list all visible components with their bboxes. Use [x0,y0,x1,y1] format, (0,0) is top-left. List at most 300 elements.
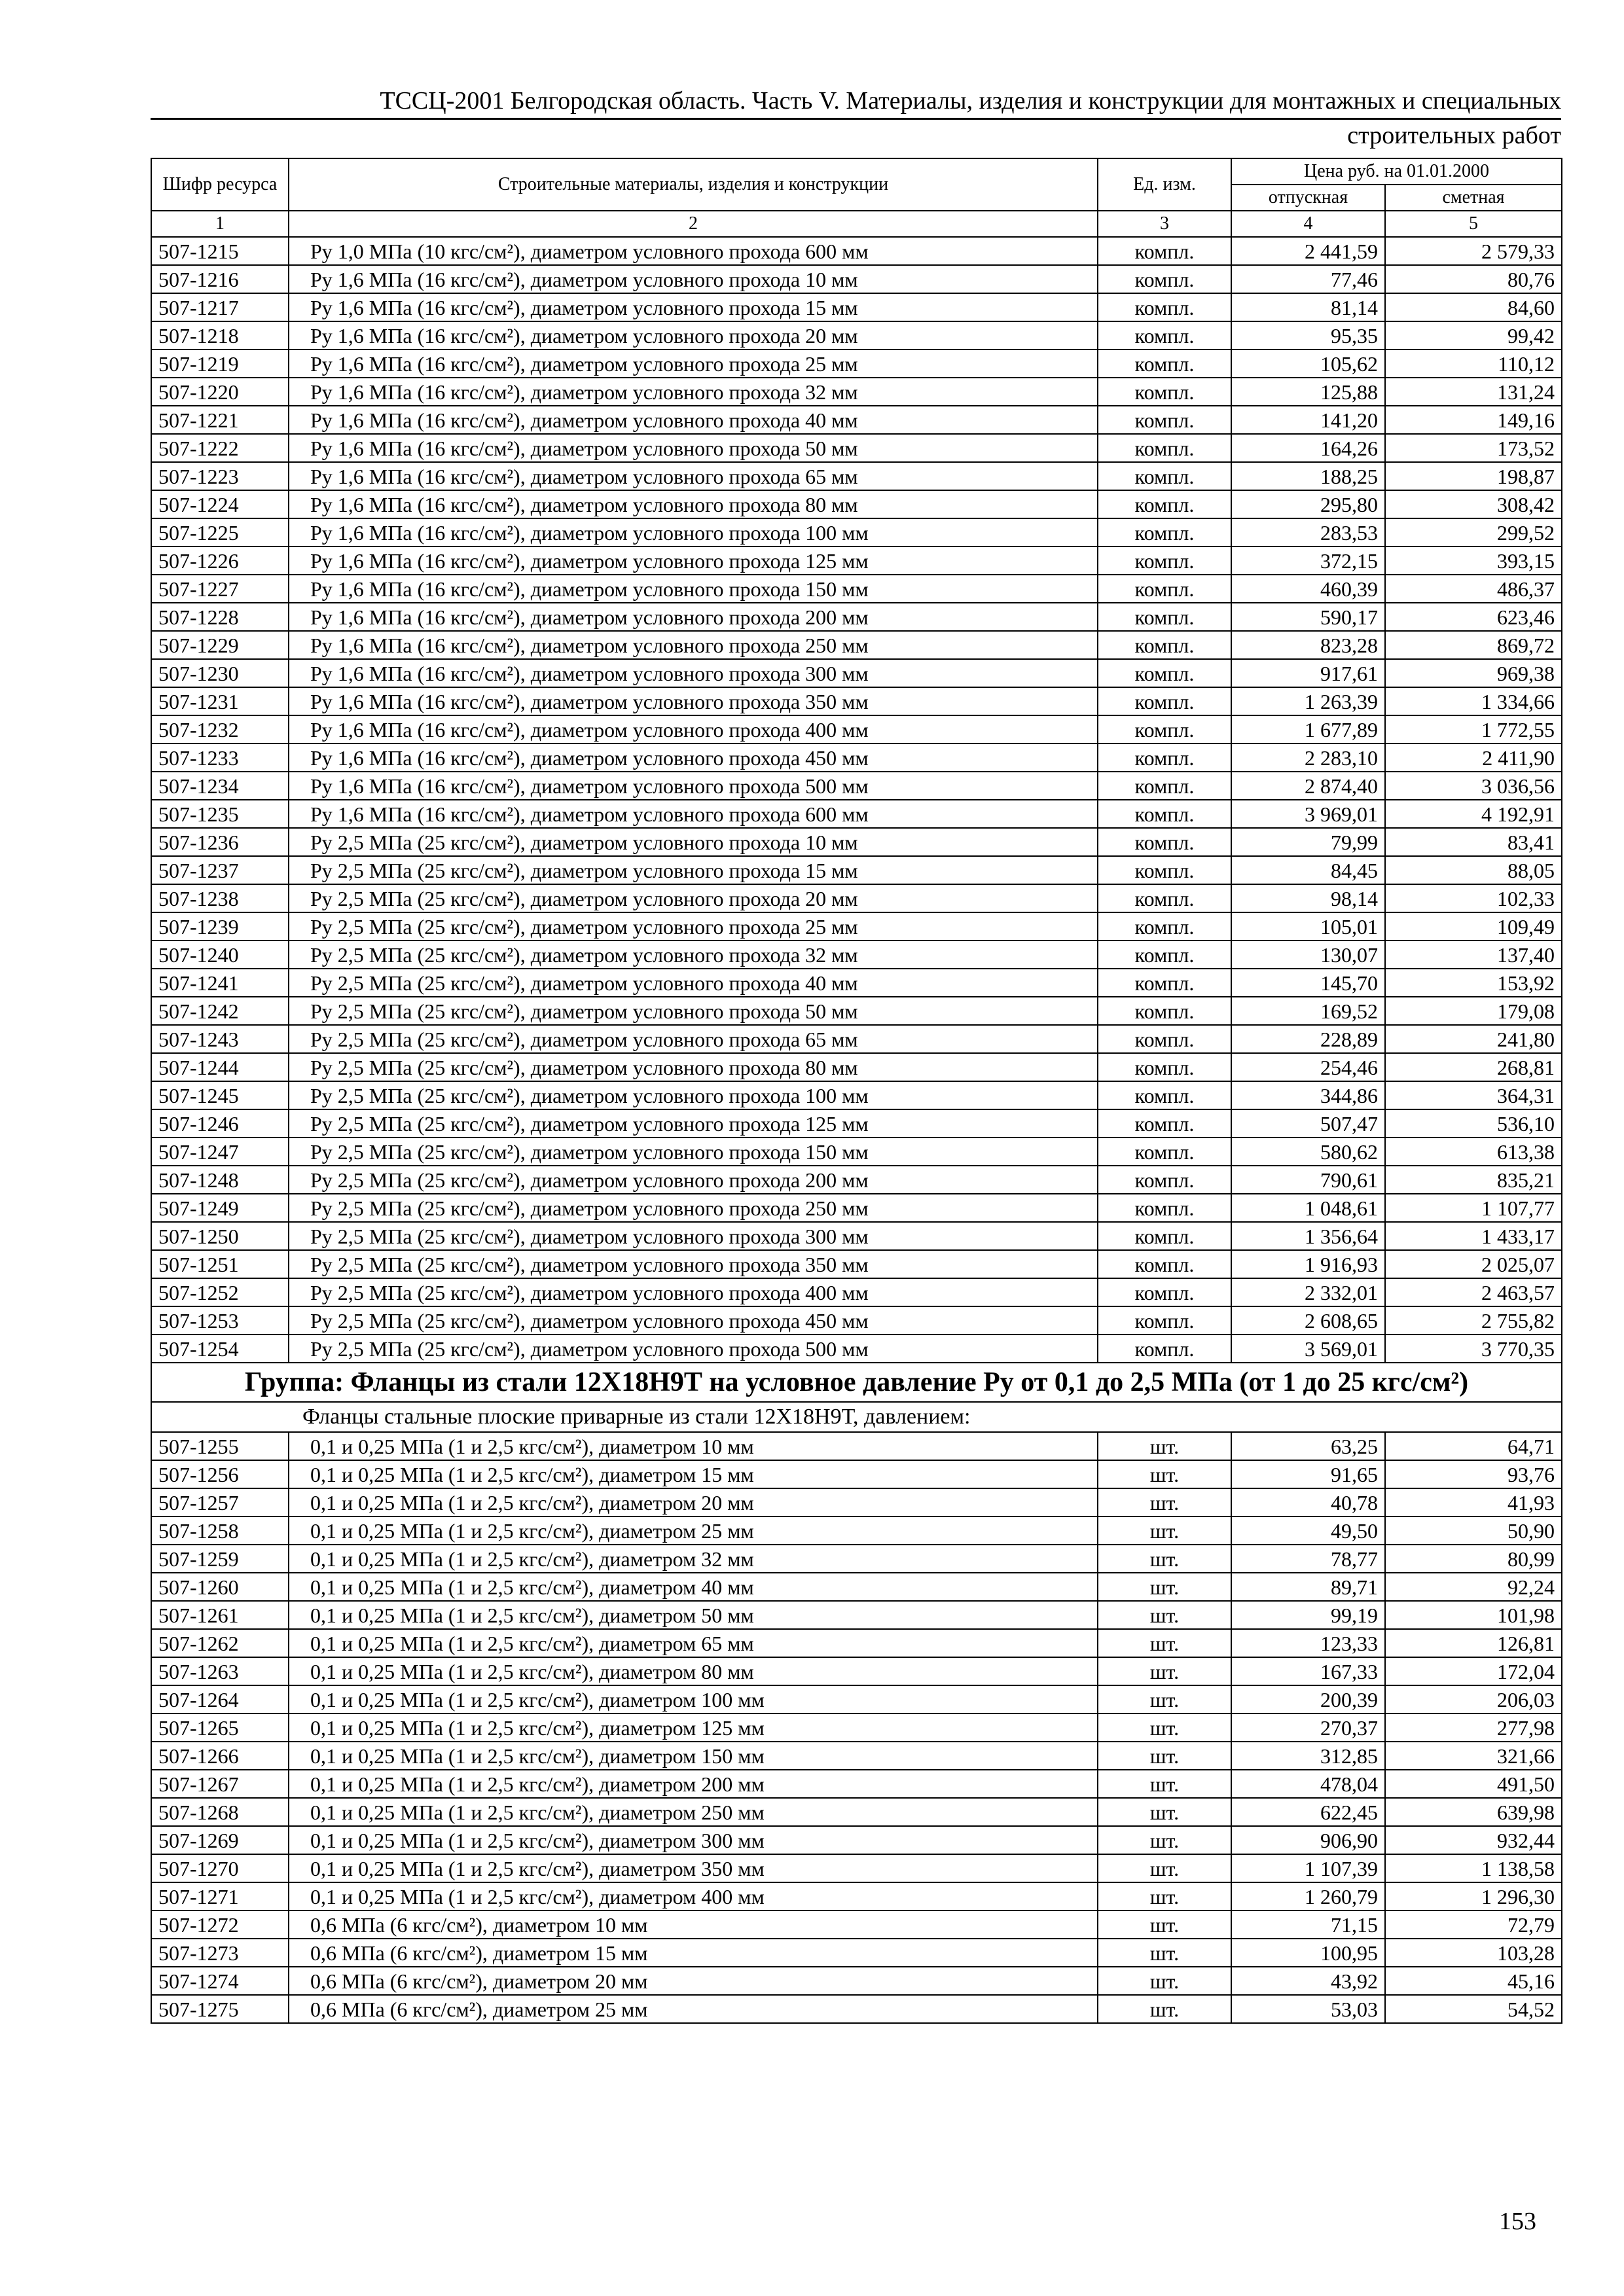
unit-of-measure: компл. [1098,321,1231,350]
col-header-unit: Ед. изм. [1098,158,1231,211]
material-name: Ру 2,5 МПа (25 кгс/см²), диаметром условного прохода 350 мм [289,1250,1098,1278]
table-row [151,772,1562,800]
release-price: 254,46 [1231,1053,1385,1081]
table-row [151,547,1562,575]
table-row [151,237,1562,265]
table-row [151,1657,1562,1685]
unit-of-measure: компл. [1098,462,1231,490]
release-price: 1 263,39 [1231,687,1385,715]
material-name: 0,1 и 0,25 МПа (1 и 2,5 кгс/см²), диаметром 125 мм [289,1713,1098,1742]
unit-of-measure: компл. [1098,575,1231,603]
unit-of-measure: шт. [1098,1770,1231,1798]
release-price: 169,52 [1231,997,1385,1025]
release-price: 2 608,65 [1231,1306,1385,1335]
table-row [151,434,1562,462]
table-row [151,378,1562,406]
material-name: Ру 1,6 МПа (16 кгс/см²), диаметром условного прохода 300 мм [289,659,1098,687]
unit-of-measure: компл. [1098,856,1231,884]
material-name: 0,1 и 0,25 МПа (1 и 2,5 кгс/см²), диаметром 65 мм [289,1629,1098,1657]
table-row [151,1109,1562,1138]
price-table [151,158,1562,2024]
table-row [151,1194,1562,1222]
release-price: 580,62 [1231,1138,1385,1166]
release-price: 99,19 [1231,1601,1385,1629]
resource-code: 507-1240 [151,941,289,969]
table-row [151,941,1562,969]
table-row [151,800,1562,828]
table-row [151,1910,1562,1939]
release-price: 1 356,64 [1231,1222,1385,1250]
release-price: 2 441,59 [1231,237,1385,265]
table-row [151,603,1562,631]
estimate-price: 299,52 [1385,518,1562,547]
material-name: Ру 2,5 МПа (25 кгс/см²), диаметром условного прохода 500 мм [289,1335,1098,1363]
release-price: 63,25 [1231,1432,1385,1460]
release-price: 1 048,61 [1231,1194,1385,1222]
col-header-name: Строительные материалы, изделия и конструкции [289,158,1098,211]
resource-code: 507-1245 [151,1081,289,1109]
unit-of-measure: компл. [1098,237,1231,265]
material-name: Ру 1,6 МПа (16 кгс/см²), диаметром условного прохода 100 мм [289,518,1098,547]
release-price: 344,86 [1231,1081,1385,1109]
estimate-price: 2 755,82 [1385,1306,1562,1335]
resource-code: 507-1238 [151,884,289,912]
group-title: Группа: Фланцы из стали 12Х18Н9Т на условное давление Ру от 0,1 до 2,5 МПа (от 1 до 25 кгс/см²) [151,1363,1562,1402]
unit-of-measure: шт. [1098,1601,1231,1629]
table-row [151,350,1562,378]
release-price: 2 874,40 [1231,772,1385,800]
material-name: 0,6 МПа (6 кгс/см²), диаметром 20 мм [289,1967,1098,1995]
unit-of-measure: компл. [1098,631,1231,659]
unit-of-measure: компл. [1098,1053,1231,1081]
estimate-price: 172,04 [1385,1657,1562,1685]
resource-code: 507-1264 [151,1685,289,1713]
material-name: 0,1 и 0,25 МПа (1 и 2,5 кгс/см²), диаметром 80 мм [289,1657,1098,1685]
material-name: Ру 2,5 МПа (25 кгс/см²), диаметром условного прохода 450 мм [289,1306,1098,1335]
release-price: 1 916,93 [1231,1250,1385,1278]
release-price: 188,25 [1231,462,1385,490]
release-price: 95,35 [1231,321,1385,350]
unit-of-measure: компл. [1098,490,1231,518]
material-name: Ру 1,6 МПа (16 кгс/см²), диаметром условного прохода 500 мм [289,772,1098,800]
resource-code: 507-1227 [151,575,289,603]
estimate-price: 277,98 [1385,1713,1562,1742]
material-name: Ру 2,5 МПа (25 кгс/см²), диаметром условного прохода 10 мм [289,828,1098,856]
release-price: 100,95 [1231,1939,1385,1967]
table-head [151,158,1562,237]
unit-of-measure: компл. [1098,1081,1231,1109]
release-price: 77,46 [1231,265,1385,293]
table-row [151,575,1562,603]
table-row [151,1166,1562,1194]
table-body-flanges [151,1432,1562,2023]
unit-of-measure: шт. [1098,1742,1231,1770]
estimate-price: 101,98 [1385,1601,1562,1629]
release-price: 49,50 [1231,1516,1385,1545]
table-row [151,1138,1562,1166]
release-price: 790,61 [1231,1166,1385,1194]
estimate-price: 206,03 [1385,1685,1562,1713]
unit-of-measure: шт. [1098,1798,1231,1826]
estimate-price: 88,05 [1385,856,1562,884]
estimate-price: 92,24 [1385,1573,1562,1601]
table-row [151,715,1562,744]
table-row [151,265,1562,293]
material-name: Ру 1,6 МПа (16 кгс/см²), диаметром условного прохода 250 мм [289,631,1098,659]
release-price: 2 332,01 [1231,1278,1385,1306]
material-name: 0,1 и 0,25 МПа (1 и 2,5 кгс/см²), диаметром 20 мм [289,1488,1098,1516]
resource-code: 507-1224 [151,490,289,518]
material-name: 0,6 МПа (6 кгс/см²), диаметром 25 мм [289,1995,1098,2023]
unit-of-measure: компл. [1098,1138,1231,1166]
resource-code: 507-1244 [151,1053,289,1081]
col-number: 5 [1385,211,1562,237]
table-row [151,1488,1562,1516]
estimate-price: 179,08 [1385,997,1562,1025]
unit-of-measure: шт. [1098,1432,1231,1460]
resource-code: 507-1275 [151,1995,289,2023]
resource-code: 507-1226 [151,547,289,575]
col-header-price: Цена руб. на 01.01.2000 [1231,158,1562,185]
resource-code: 507-1268 [151,1798,289,1826]
material-name: Ру 2,5 МПа (25 кгс/см²), диаметром условного прохода 300 мм [289,1222,1098,1250]
release-price: 71,15 [1231,1910,1385,1939]
table-row [151,1601,1562,1629]
estimate-price: 835,21 [1385,1166,1562,1194]
table-row [151,1882,1562,1910]
material-name: 0,1 и 0,25 МПа (1 и 2,5 кгс/см²), диаметром 400 мм [289,1882,1098,1910]
estimate-price: 486,37 [1385,575,1562,603]
table-row [151,969,1562,997]
material-name: 0,1 и 0,25 МПа (1 и 2,5 кгс/см²), диаметром 10 мм [289,1432,1098,1460]
resource-code: 507-1235 [151,800,289,828]
resource-code: 507-1241 [151,969,289,997]
unit-of-measure: шт. [1098,1995,1231,2023]
estimate-price: 84,60 [1385,293,1562,321]
table-row [151,1460,1562,1488]
estimate-price: 2 463,57 [1385,1278,1562,1306]
table-body-kits [151,237,1562,1363]
table-row [151,1742,1562,1770]
unit-of-measure: компл. [1098,518,1231,547]
table-row [151,1770,1562,1798]
table-row [151,1854,1562,1882]
material-name: 0,1 и 0,25 МПа (1 и 2,5 кгс/см²), диаметром 25 мм [289,1516,1098,1545]
estimate-price: 613,38 [1385,1138,1562,1166]
unit-of-measure: компл. [1098,406,1231,434]
unit-of-measure: компл. [1098,1306,1231,1335]
resource-code: 507-1218 [151,321,289,350]
col-number: 3 [1098,211,1231,237]
table-row [151,828,1562,856]
material-name: 0,1 и 0,25 МПа (1 и 2,5 кгс/см²), диаметром 40 мм [289,1573,1098,1601]
resource-code: 507-1255 [151,1432,289,1460]
unit-of-measure: компл. [1098,547,1231,575]
release-price: 84,45 [1231,856,1385,884]
material-name: Ру 1,6 МПа (16 кгс/см²), диаметром условного прохода 600 мм [289,800,1098,828]
col-number: 1 [151,211,289,237]
resource-code: 507-1222 [151,434,289,462]
table-row [151,1967,1562,1995]
table-row [151,1516,1562,1545]
unit-of-measure: компл. [1098,800,1231,828]
table-row [151,1685,1562,1713]
release-price: 89,71 [1231,1573,1385,1601]
estimate-price: 869,72 [1385,631,1562,659]
unit-of-measure: шт. [1098,1713,1231,1742]
table-row [151,659,1562,687]
material-name: Ру 2,5 МПа (25 кгс/см²), диаметром условного прохода 150 мм [289,1138,1098,1166]
release-price: 478,04 [1231,1770,1385,1798]
resource-code: 507-1234 [151,772,289,800]
estimate-price: 50,90 [1385,1516,1562,1545]
estimate-price: 639,98 [1385,1798,1562,1826]
release-price: 312,85 [1231,1742,1385,1770]
unit-of-measure: шт. [1098,1545,1231,1573]
estimate-price: 54,52 [1385,1995,1562,2023]
column-numbers-row [151,211,1562,237]
release-price: 622,45 [1231,1798,1385,1826]
resource-code: 507-1225 [151,518,289,547]
resource-code: 507-1247 [151,1138,289,1166]
unit-of-measure: компл. [1098,434,1231,462]
estimate-price: 1 138,58 [1385,1854,1562,1882]
resource-code: 507-1221 [151,406,289,434]
unit-of-measure: компл. [1098,1109,1231,1138]
release-price: 200,39 [1231,1685,1385,1713]
header-title-line2: строительных работ [1347,122,1561,149]
resource-code: 507-1230 [151,659,289,687]
estimate-price: 1 433,17 [1385,1222,1562,1250]
release-price: 507,47 [1231,1109,1385,1138]
material-name: Ру 1,0 МПа (10 кгс/см²), диаметром условного прохода 600 мм [289,237,1098,265]
resource-code: 507-1257 [151,1488,289,1516]
estimate-price: 198,87 [1385,462,1562,490]
release-price: 130,07 [1231,941,1385,969]
subgroup-title: Фланцы стальные плоские приварные из стали 12Х18Н9Т, давлением: [151,1402,1562,1432]
estimate-price: 1 296,30 [1385,1882,1562,1910]
material-name: Ру 1,6 МПа (16 кгс/см²), диаметром условного прохода 450 мм [289,744,1098,772]
resource-code: 507-1262 [151,1629,289,1657]
estimate-price: 153,92 [1385,969,1562,997]
material-name: Ру 1,6 МПа (16 кгс/см²), диаметром условного прохода 50 мм [289,434,1098,462]
estimate-price: 268,81 [1385,1053,1562,1081]
table-row [151,1713,1562,1742]
table-row [151,631,1562,659]
resource-code: 507-1261 [151,1601,289,1629]
resource-code: 507-1219 [151,350,289,378]
group-section [151,1363,1562,1432]
material-name: Ру 2,5 МПа (25 кгс/см²), диаметром условного прохода 15 мм [289,856,1098,884]
material-name: Ру 1,6 МПа (16 кгс/см²), диаметром условного прохода 150 мм [289,575,1098,603]
material-name: 0,6 МПа (6 кгс/см²), диаметром 10 мм [289,1910,1098,1939]
estimate-price: 932,44 [1385,1826,1562,1854]
resource-code: 507-1263 [151,1657,289,1685]
estimate-price: 72,79 [1385,1910,1562,1939]
unit-of-measure: шт. [1098,1882,1231,1910]
material-name: 0,1 и 0,25 МПа (1 и 2,5 кгс/см²), диаметром 15 мм [289,1460,1098,1488]
unit-of-measure: шт. [1098,1460,1231,1488]
material-name: 0,1 и 0,25 МПа (1 и 2,5 кгс/см²), диаметром 100 мм [289,1685,1098,1713]
table-row [151,518,1562,547]
table-row [151,997,1562,1025]
resource-code: 507-1231 [151,687,289,715]
unit-of-measure: шт. [1098,1685,1231,1713]
resource-code: 507-1253 [151,1306,289,1335]
unit-of-measure: компл. [1098,1250,1231,1278]
resource-code: 507-1246 [151,1109,289,1138]
unit-of-measure: компл. [1098,603,1231,631]
resource-code: 507-1270 [151,1854,289,1882]
resource-code: 507-1267 [151,1770,289,1798]
estimate-price: 2 411,90 [1385,744,1562,772]
release-price: 43,92 [1231,1967,1385,1995]
material-name: Ру 2,5 МПа (25 кгс/см²), диаметром условного прохода 200 мм [289,1166,1098,1194]
estimate-price: 1 334,66 [1385,687,1562,715]
resource-code: 507-1233 [151,744,289,772]
material-name: Ру 1,6 МПа (16 кгс/см²), диаметром условного прохода 15 мм [289,293,1098,321]
resource-code: 507-1229 [151,631,289,659]
estimate-price: 241,80 [1385,1025,1562,1053]
release-price: 53,03 [1231,1995,1385,2023]
page-header [151,85,1561,151]
release-price: 123,33 [1231,1629,1385,1657]
estimate-price: 103,28 [1385,1939,1562,1967]
estimate-price: 3 036,56 [1385,772,1562,800]
estimate-price: 80,76 [1385,265,1562,293]
unit-of-measure: компл. [1098,1222,1231,1250]
estimate-price: 99,42 [1385,321,1562,350]
resource-code: 507-1260 [151,1573,289,1601]
resource-code: 507-1266 [151,1742,289,1770]
table-row [151,1278,1562,1306]
resource-code: 507-1258 [151,1516,289,1545]
material-name: 0,1 и 0,25 МПа (1 и 2,5 кгс/см²), диаметром 200 мм [289,1770,1098,1798]
material-name: Ру 2,5 МПа (25 кгс/см²), диаметром условного прохода 100 мм [289,1081,1098,1109]
table-row [151,884,1562,912]
unit-of-measure: компл. [1098,293,1231,321]
estimate-price: 321,66 [1385,1742,1562,1770]
unit-of-measure: шт. [1098,1629,1231,1657]
estimate-price: 45,16 [1385,1967,1562,1995]
col-number: 2 [289,211,1098,237]
material-name: Ру 1,6 МПа (16 кгс/см²), диаметром условного прохода 80 мм [289,490,1098,518]
estimate-price: 102,33 [1385,884,1562,912]
table-row [151,687,1562,715]
table-row [151,1995,1562,2023]
table-row [151,1306,1562,1335]
release-price: 1 107,39 [1231,1854,1385,1882]
resource-code: 507-1223 [151,462,289,490]
material-name: 0,1 и 0,25 МПа (1 и 2,5 кгс/см²), диаметром 32 мм [289,1545,1098,1573]
unit-of-measure: компл. [1098,659,1231,687]
unit-of-measure: шт. [1098,1657,1231,1685]
material-name: Ру 2,5 МПа (25 кгс/см²), диаметром условного прохода 25 мм [289,912,1098,941]
material-name: Ру 1,6 МПа (16 кгс/см²), диаметром условного прохода 400 мм [289,715,1098,744]
table-row [151,1053,1562,1081]
resource-code: 507-1248 [151,1166,289,1194]
unit-of-measure: компл. [1098,1335,1231,1363]
material-name: Ру 2,5 МПа (25 кгс/см²), диаметром условного прохода 80 мм [289,1053,1098,1081]
resource-code: 507-1216 [151,265,289,293]
col-header-release: отпускная [1231,185,1385,211]
estimate-price: 1 772,55 [1385,715,1562,744]
material-name: Ру 2,5 МПа (25 кгс/см²), диаметром условного прохода 250 мм [289,1194,1098,1222]
material-name: Ру 1,6 МПа (16 кгс/см²), диаметром условного прохода 125 мм [289,547,1098,575]
table-row [151,744,1562,772]
unit-of-measure: шт. [1098,1826,1231,1854]
estimate-price: 623,46 [1385,603,1562,631]
material-name: Ру 1,6 МПа (16 кгс/см²), диаметром условного прохода 20 мм [289,321,1098,350]
material-name: Ру 1,6 МПа (16 кгс/см²), диаметром условного прохода 65 мм [289,462,1098,490]
release-price: 906,90 [1231,1826,1385,1854]
material-name: 0,1 и 0,25 МПа (1 и 2,5 кгс/см²), диаметром 250 мм [289,1798,1098,1826]
unit-of-measure: компл. [1098,1278,1231,1306]
col-header-estimate: сметная [1385,185,1562,211]
table-row [151,490,1562,518]
unit-of-measure: компл. [1098,941,1231,969]
material-name: Ру 2,5 МПа (25 кгс/см²), диаметром условного прохода 400 мм [289,1278,1098,1306]
release-price: 823,28 [1231,631,1385,659]
material-name: 0,1 и 0,25 МПа (1 и 2,5 кгс/см²), диаметром 150 мм [289,1742,1098,1770]
table-row [151,1798,1562,1826]
unit-of-measure: компл. [1098,378,1231,406]
table-row [151,462,1562,490]
table-row [151,1432,1562,1460]
material-name: 0,1 и 0,25 МПа (1 и 2,5 кгс/см²), диаметром 350 мм [289,1854,1098,1882]
unit-of-measure: шт. [1098,1488,1231,1516]
release-price: 125,88 [1231,378,1385,406]
table-row [151,1826,1562,1854]
table-row [151,1545,1562,1573]
release-price: 3 569,01 [1231,1335,1385,1363]
estimate-price: 969,38 [1385,659,1562,687]
resource-code: 507-1251 [151,1250,289,1278]
table-row [151,321,1562,350]
material-name: Ру 1,6 МПа (16 кгс/см²), диаметром условного прохода 40 мм [289,406,1098,434]
resource-code: 507-1250 [151,1222,289,1250]
estimate-price: 131,24 [1385,378,1562,406]
estimate-price: 364,31 [1385,1081,1562,1109]
unit-of-measure: шт. [1098,1967,1231,1995]
resource-code: 507-1242 [151,997,289,1025]
col-number: 4 [1231,211,1385,237]
release-price: 40,78 [1231,1488,1385,1516]
release-price: 3 969,01 [1231,800,1385,828]
resource-code: 507-1272 [151,1910,289,1939]
table-row [151,1250,1562,1278]
estimate-price: 393,15 [1385,547,1562,575]
material-name: Ру 2,5 МПа (25 кгс/см²), диаметром условного прохода 40 мм [289,969,1098,997]
unit-of-measure: компл. [1098,350,1231,378]
release-price: 105,62 [1231,350,1385,378]
table-row [151,1335,1562,1363]
unit-of-measure: компл. [1098,1166,1231,1194]
table-row [151,1573,1562,1601]
resource-code: 507-1249 [151,1194,289,1222]
table-row [151,293,1562,321]
unit-of-measure: шт. [1098,1516,1231,1545]
unit-of-measure: компл. [1098,969,1231,997]
page-number: 153 [1499,2208,1536,2235]
header-title-line1: ТССЦ-2001 Белгородская область. Часть V. Материалы, изделия и конструкции для монтажных и специальных [380,87,1561,115]
release-price: 91,65 [1231,1460,1385,1488]
unit-of-measure: компл. [1098,265,1231,293]
estimate-price: 1 107,77 [1385,1194,1562,1222]
material-name: Ру 1,6 МПа (16 кгс/см²), диаметром условного прохода 10 мм [289,265,1098,293]
material-name: 0,6 МПа (6 кгс/см²), диаметром 15 мм [289,1939,1098,1967]
release-price: 917,61 [1231,659,1385,687]
